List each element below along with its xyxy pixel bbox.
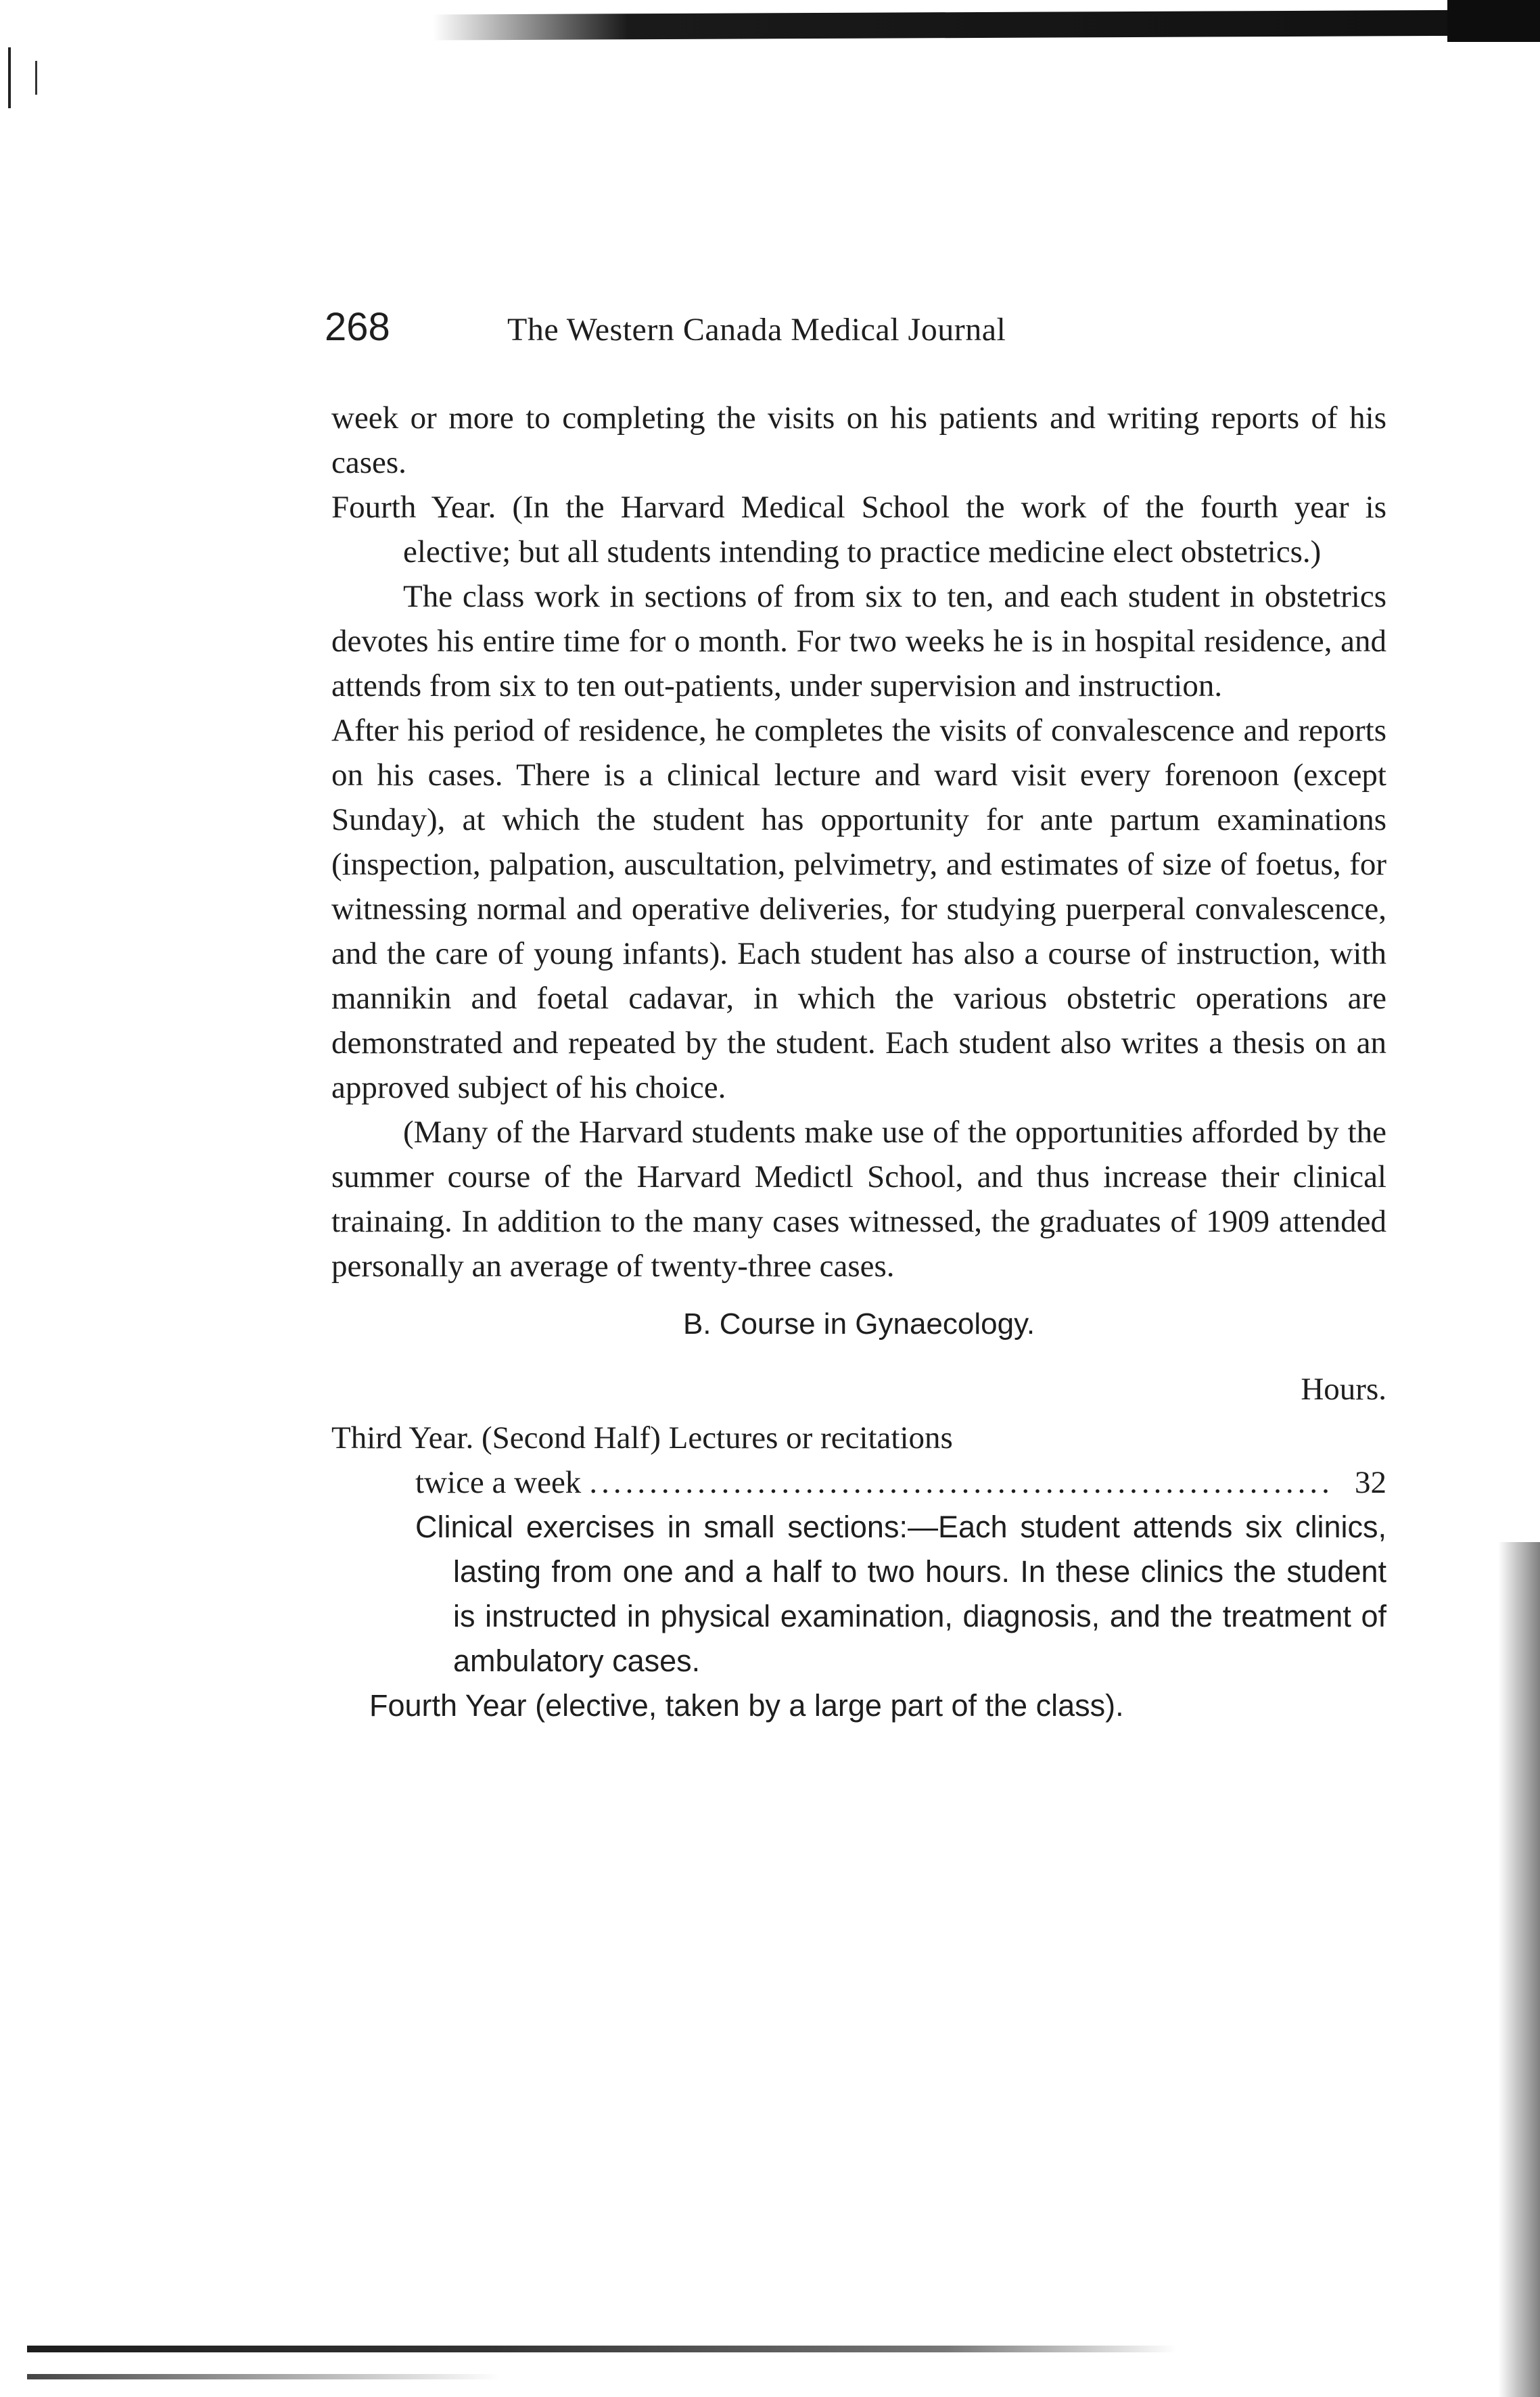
dot-leader: .............................................................. xyxy=(589,1465,1334,1500)
scan-rule-bottom xyxy=(27,2346,1177,2352)
twice-a-week-text: twice a week xyxy=(415,1465,582,1500)
hours-column-label: Hours. xyxy=(1301,1372,1386,1407)
running-title: The Western Canada Medical Journal xyxy=(507,312,1006,348)
fourth-year-entry: Fourth Year (elective, taken by a large part of the class). xyxy=(369,1688,1124,1723)
section-heading: B. Course in Gynaecology. xyxy=(682,1307,1035,1341)
clinical-exercises-paragraph: Clinical exercises in small sections:—Each student attends six clinics, lasting from one and a half to two hours. In these clinics the student is instructed in physical examination, diagnosis, and the treatment of ambulatory cases. xyxy=(415,1510,1386,1678)
scan-shadow-top xyxy=(433,10,1515,41)
scan-shadow-corner xyxy=(1447,0,1540,42)
paragraph-fourth-year: Fourth Year. (In the Harvard Medical School the work of the fourth year is elective; but all students intending to practice medicine elect obstetrics.) xyxy=(331,490,1386,569)
scan-rule-bottom-secondary xyxy=(27,2374,500,2379)
page-number: 268 xyxy=(325,305,390,349)
scan-mark-left-secondary xyxy=(35,61,37,95)
paragraph-continuation: week or more to completing the visits on his patients and writing reports of his cases. xyxy=(331,400,1386,480)
hours-value: 32 xyxy=(1355,1465,1386,1500)
scan-shadow-right xyxy=(1498,1542,1540,2397)
paragraph-summer-course: (Many of the Harvard students make use of the opportunities afforded by the summer course of the Harvard Medictl School, and thus increase their clinical trainaing. In addition to the many cases witnessed, the graduates of 1909 attended personally an average of twenty-three cases. xyxy=(331,1115,1386,1284)
third-year-entry: Third Year. (Second Half) Lectures or recitations xyxy=(331,1420,953,1456)
paragraph-class-work: The class work in sections of from six to ten, and each student in obstetrics devotes his entire time for o month. For two weeks he is in hospital residence, and attends from six to ten out-patients, under supervision and instruction. xyxy=(331,579,1386,703)
paragraph-residence: After his period of residence, he completes the visits of convalescence and reports on his cases. There is a clinical lecture and ward visit every forenoon (except Sunday), at which the student has opportunity for ante partum examinations (inspection, palpation, auscultation, pelvimetry, and estimates of size of foetus, for witnessing normal and operative deliveries, for studying puerperal convalescence, and the care of young infants). Each student has also a course of instruction, with mannikin and foetal cadavar, in which the various obstetric operations are demonstrated and repeated by the student. Each student also writes a thesis on an approved subject of his choice. xyxy=(331,713,1386,1105)
body-text xyxy=(331,396,1386,1728)
lecture-hours-row xyxy=(331,1460,1386,1505)
scan-mark-left xyxy=(8,47,11,108)
running-header xyxy=(325,304,1204,358)
